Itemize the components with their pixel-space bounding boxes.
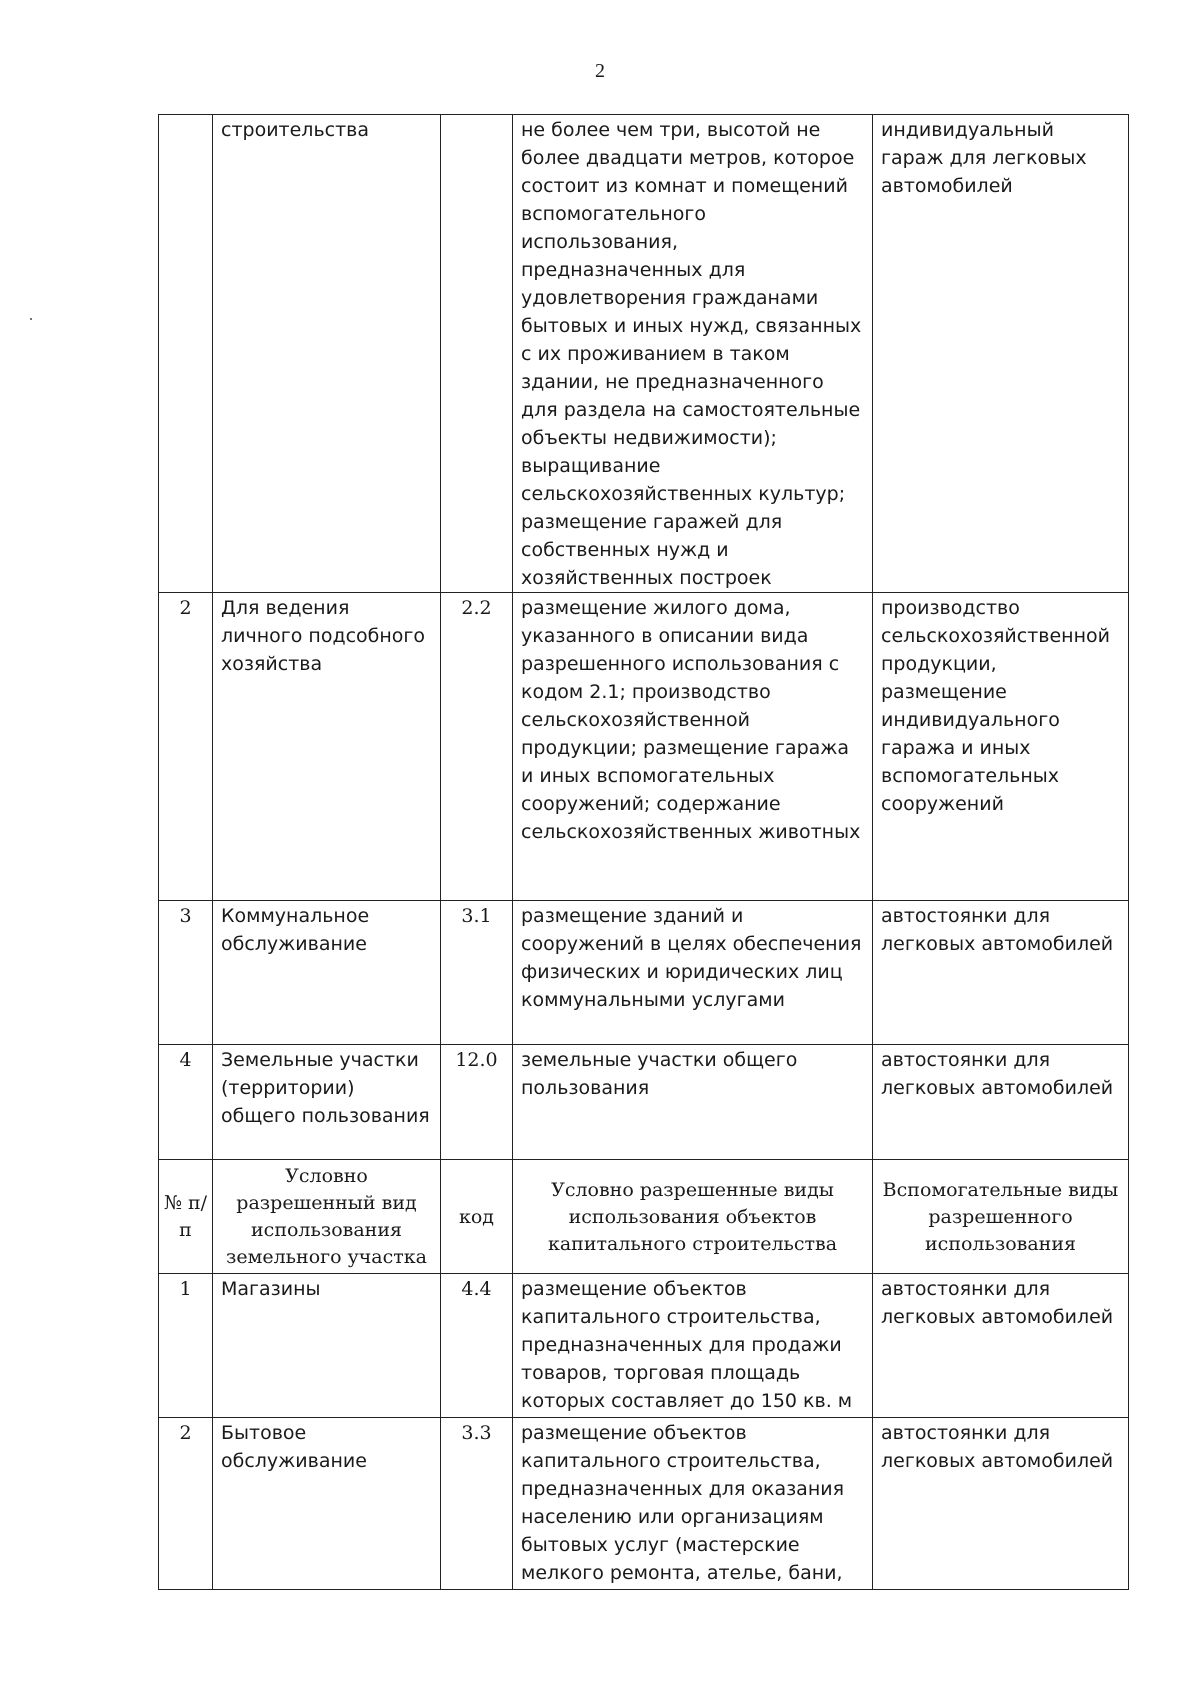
- land-use-table: [158, 114, 1129, 1590]
- table-header-row: [159, 1160, 1129, 1274]
- header-description: Условно разрешенные виды использования объектов капитального строительства: [513, 1160, 873, 1274]
- cell-code: 12.0: [441, 1045, 513, 1160]
- cell-code: [441, 115, 513, 593]
- cell-code: 4.4: [441, 1274, 513, 1418]
- table-row: [159, 115, 1129, 593]
- cell-auxiliary: производство сельскохозяйственной продукции, размещение индивидуального гаража и иных вспомогательных сооружений: [873, 593, 1129, 901]
- header-auxiliary: Вспомогательные виды разрешенного использования: [873, 1160, 1129, 1274]
- cell-num: 2: [159, 1418, 213, 1590]
- table-row: [159, 593, 1129, 901]
- cell-type: Бытовое обслуживание: [213, 1418, 441, 1590]
- header-type: Условно разрешенный вид использования земельного участка: [213, 1160, 441, 1274]
- cell-auxiliary: автостоянки для легковых автомобилей: [873, 901, 1129, 1045]
- cell-auxiliary: автостоянки для легковых автомобилей: [873, 1274, 1129, 1418]
- cell-type: Коммунальное обслуживание: [213, 901, 441, 1045]
- cell-num: 3: [159, 901, 213, 1045]
- cell-num: [159, 115, 213, 593]
- scan-speck: [30, 318, 32, 320]
- cell-description: земельные участки общего пользования: [513, 1045, 873, 1160]
- header-num: № п/п: [159, 1160, 213, 1274]
- cell-description: размещение зданий и сооружений в целях обеспечения физических и юридических лиц коммунальными услугами: [513, 901, 873, 1045]
- table-row: [159, 1045, 1129, 1160]
- table-row: [159, 901, 1129, 1045]
- page-number: 2: [595, 60, 605, 82]
- table-row: [159, 1418, 1129, 1590]
- cell-description: размещение жилого дома, указанного в описании вида разрешенного использования с кодом 2.1; производство сельскохозяйственной продукции; размещение гаража и иных вспомогательных сооружений; содержание сельскохозяйственных животных: [513, 593, 873, 901]
- cell-num: 1: [159, 1274, 213, 1418]
- cell-description: не более чем три, высотой не более двадцати метров, которое состоит из комнат и помещений вспомогательного использования, предназначенных для удовлетворения гражданами бытовых и иных нужд, связанных с их проживанием в таком здании, не предназначенного для раздела на самостоятельные объекты недвижимости); выращивание сельскохозяйственных культур; размещение гаражей для собственных нужд и хозяйственных построек: [513, 115, 873, 593]
- cell-type: Земельные участки (территории) общего пользования: [213, 1045, 441, 1160]
- cell-num: 2: [159, 593, 213, 901]
- cell-code: 2.2: [441, 593, 513, 901]
- cell-code: 3.1: [441, 901, 513, 1045]
- cell-description: размещение объектов капитального строительства, предназначенных для оказания населению или организациям бытовых услуг (мастерские мелкого ремонта, ателье, бани,: [513, 1418, 873, 1590]
- cell-type: строительства: [213, 115, 441, 593]
- cell-type: Для ведения личного подсобного хозяйства: [213, 593, 441, 901]
- table-row: [159, 1274, 1129, 1418]
- cell-auxiliary: автостоянки для легковых автомобилей: [873, 1418, 1129, 1590]
- cell-code: 3.3: [441, 1418, 513, 1590]
- cell-num: 4: [159, 1045, 213, 1160]
- cell-auxiliary: индивидуальный гараж для легковых автомобилей: [873, 115, 1129, 593]
- header-code: код: [441, 1160, 513, 1274]
- cell-description: размещение объектов капитального строительства, предназначенных для продажи товаров, торговая площадь которых составляет до 150 кв. м: [513, 1274, 873, 1418]
- cell-type: Магазины: [213, 1274, 441, 1418]
- cell-auxiliary: автостоянки для легковых автомобилей: [873, 1045, 1129, 1160]
